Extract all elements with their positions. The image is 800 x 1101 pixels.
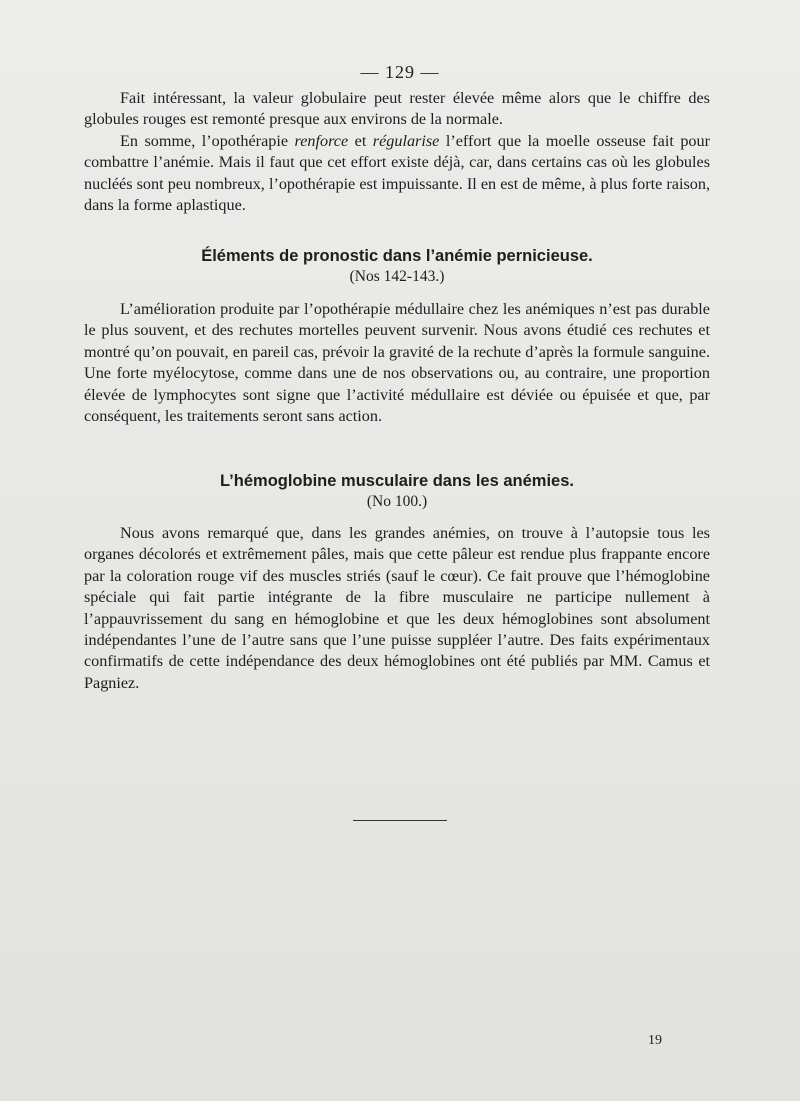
section-body-pronostic: L’amélioration produite par l’opothérapie médullaire chez les anémiques n’est pas durable le plus souvent, et des rechutes mortelles peuvent survenir. Nous avons étudié ces rechutes et montré qu’on pouvait, en pareil cas, prévoir la gravité de la rechute d’après la formule sanguine. Une forte myélocytose, comme dans une de nos observations ou, au contraire, une proportion élevée de lymphocytes sont signe que l’activité médullaire est déviée ou épuisée et que, par conséquent, les traitements seront sans action. (84, 300, 710, 426)
section-title-hemoglobine: L’hémoglobine musculaire dans les anémies. (220, 472, 574, 490)
italic-renforce: renforce (294, 131, 349, 150)
intro-block (84, 88, 710, 216)
italic-regularise: régularise (372, 131, 440, 150)
closing-rule (353, 820, 447, 821)
page-number: — 129 — (360, 62, 440, 82)
section-body-hemoglobine: Nous avons remarqué que, dans les grandes anémies, on trouve à l’autopsie tous les organes décolorés et extrêmement pâles, mais que cette pâleur est rendue plus frappante encore par la coloration rouge vif des muscles striés (sauf le cœur). Ce fait prouve que l’hémoglobine spéciale qui fait partie intégrante de la fibre musculaire ne participe nullement à l’appauvrissement du sang en hémoglobine et que les deux hémoglobines sont absolument indépendantes l’une de l’autre sans que l’une puisse suppléer l’autre. Des faits expérimentaux confirmatifs de cette indépendance des deux hémoglobines ont été publiés par MM. Camus et Pagniez. (84, 524, 710, 692)
intro-paragraph-2: En somme, l’opothérapie renforce et régularise l’effort que la moelle osseuse fait pour combattre l’anémie. Mais il faut que cet effort existe déjà, car, dans certains cas où les globules nucléés sont peu nombreux, l’opothérapie est impuissante. Il en est de même, à plus forte raison, dans la forme aplastique. (84, 131, 710, 215)
section-hemoglobine (84, 472, 710, 694)
section-title-pronostic: Éléments de pronostic dans l’anémie pernicieuse. (201, 247, 593, 265)
section-pronostic (84, 247, 710, 427)
section-ref-hemoglobine: (No 100.) (366, 493, 428, 510)
intro-paragraph-1: Fait intéressant, la valeur globulaire peut rester élevée même alors que le chiffre des globules rouges est remonté presque aux environs de la normale. (84, 89, 710, 129)
section-ref-pronostic: (Nos 142-143.) (349, 268, 445, 285)
folio-number: 19 (648, 1033, 662, 1048)
